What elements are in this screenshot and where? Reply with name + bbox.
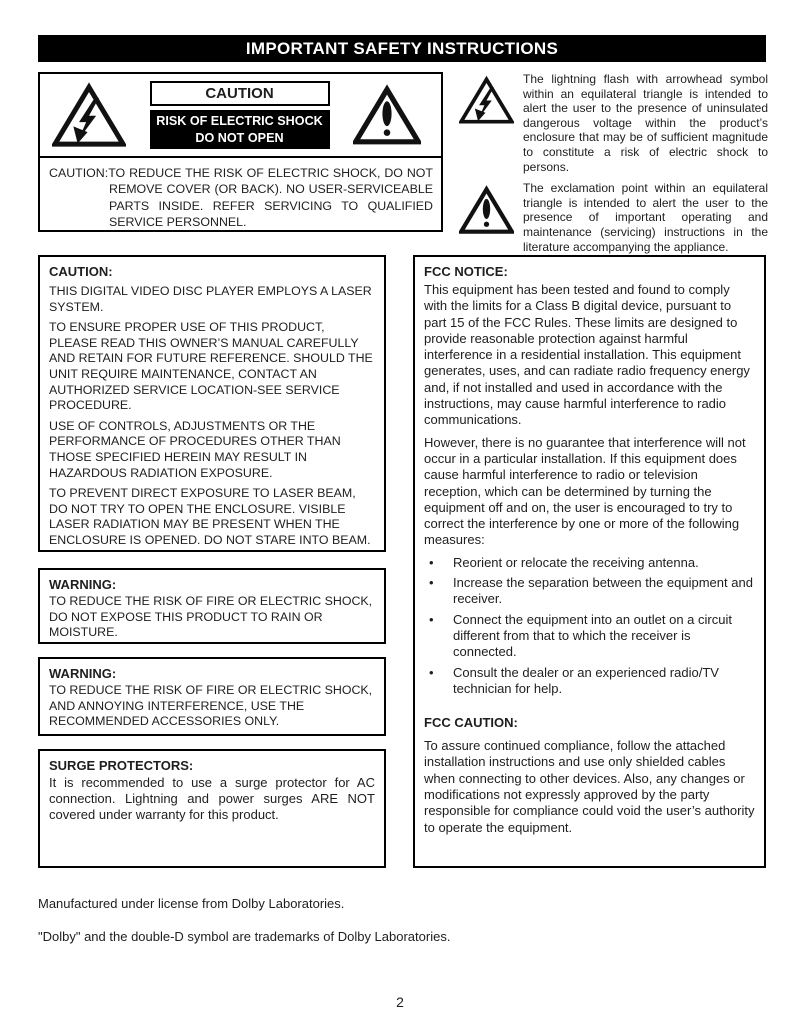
fcc-bullet-text: Increase the separation between the equipment and receiver.: [453, 575, 753, 607]
fcc-notice-title: FCC NOTICE:: [424, 264, 508, 279]
fcc-bullet-text: Connect the equipment into an outlet on a circuit different from that to which the receiver is connected.: [453, 611, 732, 660]
exclamation-triangle-icon: [353, 83, 421, 147]
fcc-bullet-text: Consult the dealer or an experienced radio/TV technician for help.: [453, 664, 719, 696]
fcc-notice-body: [424, 282, 755, 549]
note-text: The exclamation point within an equilateral triangle is intended to alert the user to the presence of important operating and maintenance (servicing) instructions in the literature accompanying the appliance.: [523, 181, 768, 254]
surge-protectors-box: [38, 749, 386, 868]
bullet-dot-icon: •: [429, 554, 434, 570]
lightning-triangle-icon: [52, 82, 126, 148]
box-paragraph: It is recommended to use a surge protector for AC connection. Lightning and power surges ARE NOT covered under warranty for this product.: [49, 775, 375, 823]
caution-statement-prefix: CAUTION:: [49, 166, 109, 180]
exclamation-symbol-note: [459, 181, 768, 254]
page-title: IMPORTANT SAFETY INSTRUCTIONS: [245, 38, 559, 58]
fcc-bullet: [424, 665, 755, 698]
bullet-dot-icon: •: [429, 575, 434, 591]
fcc-paragraph: This equipment has been tested and found to comply with the limits for a Class B digital device, pursuant to part 15 of the FCC Rules. These limits are designed to provide reasonable protection against harmful interference in a residential installation. This equipment generates, uses, and can radiate radio frequency energy and, if not installed and used in accordance with the instructions, may cause harmful interference to radio communications.: [424, 282, 750, 428]
shock-warning-box: [150, 110, 330, 149]
fcc-caution-title: FCC CAUTION:: [424, 715, 518, 731]
box-paragraph: TO ENSURE PROPER USE OF THIS PRODUCT, PLEASE READ THIS OWNER’S MANUAL CAREFULLY AND RETAIN FOR FUTURE REFERENCE. SHOULD THE UNIT REQUIRE MAINTENANCE, CONTACT AN AUTHORIZED SERVICE LOCATION-SEE SERVICE PROCEDURE.: [49, 320, 373, 413]
fcc-paragraph: However, there is no guarantee that interference will not occur in a particular installation. If this equipment does cause harmful interference to radio or television reception, which can be determined by turning the equipment off and on, the user is encouraged to try to correct the interference by one or more of the following measures:: [424, 434, 746, 548]
caution-panel-header: [40, 74, 441, 158]
dolby-trademark-line: "Dolby" and the double-D symbol are trademarks of Dolby Laboratories.: [38, 929, 451, 944]
box-paragraph: TO REDUCE THE RISK OF FIRE OR ELECTRIC SHOCK, DO NOT EXPOSE THIS PRODUCT TO RAIN OR MOISTURE.: [49, 594, 373, 640]
fcc-bullet: [424, 612, 755, 661]
caution-panel: [38, 72, 443, 232]
exclamation-triangle-icon: [459, 181, 514, 239]
fcc-caution-text: To assure continued compliance, follow the attached installation instructions and use only shielded cables when connecting to other devices. Also, any changes or modifications not expressly approved by the party responsible for compliance could void the user’s authority to operate the equipment.: [424, 738, 755, 835]
warning-accessories-box: [38, 657, 386, 736]
fcc-box: [413, 255, 766, 868]
caution-statement: [40, 158, 441, 231]
page-title-bar: [38, 35, 766, 62]
laser-caution-box: [38, 255, 386, 552]
box-paragraph: THIS DIGITAL VIDEO DISC PLAYER EMPLOYS A LASER SYSTEM.: [49, 284, 372, 314]
caution-label-stack: [150, 81, 330, 149]
shock-warning-line2: DO NOT OPEN: [195, 130, 284, 145]
shock-warning-line1: RISK OF ELECTRIC SHOCK: [156, 113, 323, 128]
box-title: WARNING:: [49, 577, 117, 592]
lightning-triangle-icon: [459, 72, 514, 128]
page-number: 2: [396, 994, 404, 1010]
fcc-bullet: [424, 555, 755, 571]
bullet-dot-icon: •: [429, 611, 434, 627]
caution-label: CAUTION: [150, 81, 330, 106]
note-text: The lightning flash with arrowhead symbol within an equilateral triangle is intended to alert the user to the presence of uninsulated dangerous voltage within the product’s enclosure that may be of sufficient magnitude to constitute a risk of electric shock to persons.: [523, 72, 768, 174]
warning-rain-box: [38, 568, 386, 644]
box-paragraph: TO REDUCE THE RISK OF FIRE OR ELECTRIC SHOCK, AND ANNOYING INTERFERENCE, USE THE RECOMMENDED ACCESSORIES ONLY.: [49, 683, 373, 729]
box-paragraph: USE OF CONTROLS, ADJUSTMENTS OR THE PERFORMANCE OF PROCEDURES OTHER THAN THOSE SPECIFIED HEREIN MAY RESULT IN HAZARDOUS RADIATION EXPOSURE.: [49, 418, 341, 480]
fcc-bullet-list: [424, 555, 755, 697]
symbol-notes: [459, 72, 768, 261]
box-title: WARNING:: [49, 666, 117, 681]
lightning-symbol-note: [459, 72, 768, 174]
box-paragraph: TO PREVENT DIRECT EXPOSURE TO LASER BEAM, DO NOT TRY TO OPEN THE ENCLOSURE. VISIBLE LASER RADIATION MAY BE PRESENT WHEN THE ENCLOSURE IS OPENED. DO NOT STARE INTO BEAM.: [49, 486, 371, 547]
box-title: SURGE PROTECTORS:: [49, 758, 194, 773]
laser-caution-body: [49, 284, 375, 549]
fcc-bullet: [424, 575, 755, 608]
caution-statement-text: TO REDUCE THE RISK OF ELECTRIC SHOCK, DO NOT REMOVE COVER (OR BACK). NO USER-SERVICEABLE PARTS INSIDE. REFER SERVICING TO QUALIFIED SERVICE PERSONNEL.: [108, 166, 433, 230]
dolby-license-line: Manufactured under license from Dolby Laboratories.: [38, 896, 345, 911]
fcc-bullet-text: Reorient or relocate the receiving antenna.: [453, 554, 699, 570]
box-title: CAUTION:: [49, 264, 113, 279]
bullet-dot-icon: •: [429, 664, 434, 680]
